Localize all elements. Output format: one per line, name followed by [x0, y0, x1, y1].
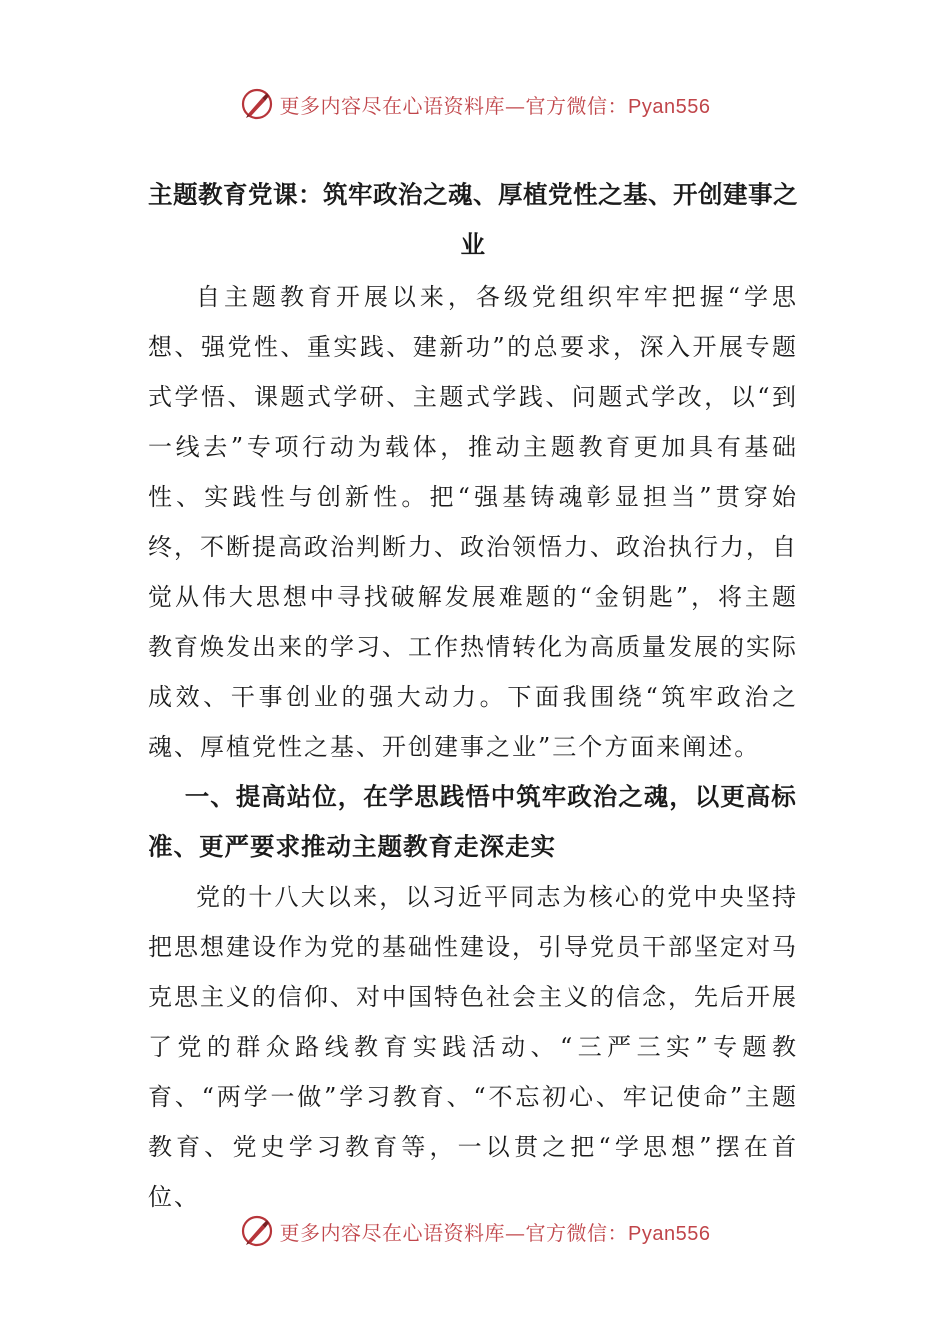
document-title: 主题教育党课：筑牢政治之魂、厚植党性之基、开创建事之业 — [148, 180, 798, 259]
footer-watermark — [0, 1211, 950, 1251]
intro-paragraph: 自主题教育开展以来，各级党组织牢牢把握“学思想、强党性、重实践、建新功”的总要求，深入开展专题式学悟、课题式学研、主题式学践、问题式学改，以“到一线去”专项行动为载体，推动主题教育更加具有基础性、实践性与创新性。把“强基铸魂彰显担当”贯穿始终，不断提高政治判断力、政治领悟力、政治执行力，自觉从伟大思想中寻找破解发展难题的“金钥匙”，将主题教育焕发出来的学习、工作热情转化为高质量发展的实际成效、干事创业的强大动力。下面我围绕“筑牢政治之魂、厚植党性之基、开创建事之业”三个方面来阐述。 — [148, 283, 798, 761]
watermark-text: 更多内容尽在心语资料库—官方微信：Pyan556 — [279, 1220, 711, 1245]
section-1-heading: 一、提高站位，在学思践悟中筑牢政治之魂，以更高标准、更严要求推动主题教育走深走实 — [148, 782, 797, 861]
document-body — [148, 170, 798, 1222]
watermark-text: 更多内容尽在心语资料库—官方微信：Pyan556 — [279, 93, 711, 118]
header-watermark — [0, 84, 950, 124]
pen-logo-icon — [240, 1214, 274, 1248]
section-1-paragraph: 党的十八大以来，以习近平同志为核心的党中央坚持把思想建设作为党的基础性建设，引导党员干部坚定对马克思主义的信仰、对中国特色社会主义的信念，先后开展了党的群众路线教育实践活动、“三严三实”专题教育、“两学一做”学习教育、“不忘初心、牢记使命”主题教育、党史学习教育等，一以贯之把“学思想”摆在首位、 — [148, 883, 798, 1211]
pen-logo-icon — [240, 87, 274, 121]
